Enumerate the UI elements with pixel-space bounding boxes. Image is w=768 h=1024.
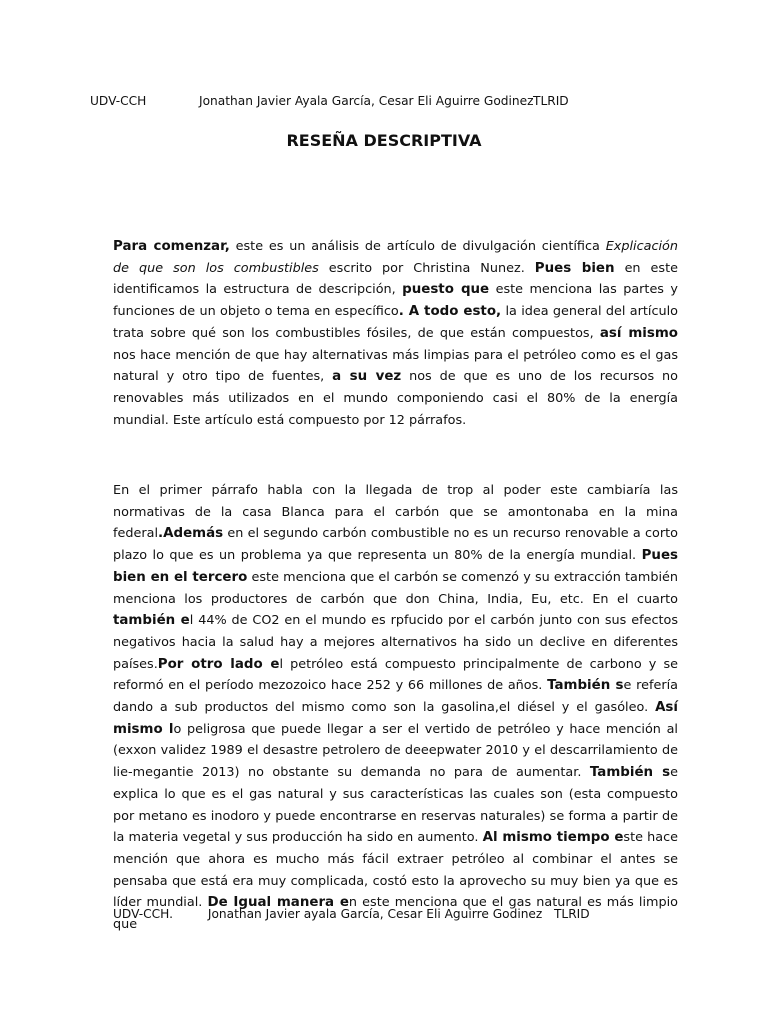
text-span: e refería dando a sub productos del mismo como son la gasolina,el diésel y el gasóleo. xyxy=(113,678,678,716)
text-bold: a su vez xyxy=(332,369,402,385)
text-bold: también e xyxy=(113,613,190,629)
text-span: e explica lo que es el gas natural y sus características las cuales son (esta compuesto por metano es inodoro y puede encontrarse en reservas naturales) se forma a partir de la materia vegetal y sus producción ha sido en aumento. xyxy=(113,765,678,846)
paragraph-summary xyxy=(113,480,678,936)
page-header xyxy=(90,94,569,108)
footer-authors: Jonathan Javier ayala García, Cesar Eli Aguirre Godinez xyxy=(207,907,543,921)
text-span: escrito por Christina Nunez. xyxy=(318,260,535,276)
text-bold: Por otro lado e xyxy=(157,656,280,672)
text-bold: Pues bien xyxy=(534,260,615,276)
text-span: l petróleo está compuesto principalmente de carbono y se reformó en el período mezozoico hace 252 y 66 millones de años. xyxy=(113,656,679,694)
text-bold: . A todo esto, xyxy=(398,304,502,320)
article-title: Explicación de que son los combustibles xyxy=(113,239,678,276)
text-bold: así mismo xyxy=(599,325,678,341)
text-span: nos de que es uno de los recursos no renovables más utilizados en el mundo componiendo casi el 80% de la energía mundial. Este artículo está compuesto por 12 párrafos. xyxy=(113,369,678,428)
header-school: UDV-CCH xyxy=(90,94,147,108)
text-span: en este identificamos la estructura de descripción, xyxy=(113,260,678,298)
text-span: este es un análisis de artículo de divulgación científica xyxy=(229,239,606,254)
text-span: este menciona las partes y funciones de un objeto o tema en específico xyxy=(113,282,678,320)
text-bold: Al mismo tiempo e xyxy=(482,830,624,846)
text-span: este menciona que el carbón se comenzó y su extracción también menciona los productores de carbón que don China, India, Eu, etc. En el cuarto xyxy=(113,569,678,607)
page-title: RESEÑA DESCRIPTIVA xyxy=(286,131,482,150)
text-bold: puesto que xyxy=(402,282,490,298)
header-course: TLRID xyxy=(533,94,569,108)
text-bold: También s xyxy=(589,765,671,781)
text-span: nos hace mención de que hay alternativas más limpias para el petróleo como es el gas natural y otro tipo de fuentes, xyxy=(113,347,678,385)
text-bold: Para comenzar, xyxy=(113,239,230,254)
text-span: n este menciona que el gas natural es más limpio que xyxy=(113,895,678,933)
text-bold: De Igual manera e xyxy=(207,895,349,911)
text-span: la idea general del artículo trata sobre qué son los combustibles fósiles, de que están compuestos, xyxy=(113,304,679,341)
text-span: En el primer párrafo habla con la llegada de trop al poder este cambiaría las normativas de la casa Blanca para el carbón que se amontonaba en la mina federal xyxy=(113,483,678,542)
text-span: ste hace mención que ahora es mucho más fácil extraer petróleo al combinar el antes se pensaba que está era muy complicada, costó esto la aprovecho su muy bien ya que es líder mundial. xyxy=(113,830,678,911)
footer-course: TLRID xyxy=(553,907,590,921)
paragraph-intro xyxy=(113,236,678,431)
text-bold: .Además xyxy=(158,526,224,542)
text-bold: Pues bien en el tercero xyxy=(113,548,678,585)
text-span: l 44% de CO2 en el mundo es rpfucido por el carbón junto con sus efectos negativos hacia la salud hay a mejores alternativos ha sido un declive en diferentes países. xyxy=(113,613,678,672)
text-bold: También s xyxy=(547,678,624,694)
footer-school: UDV-CCH. xyxy=(113,907,173,921)
text-span: en el segundo carbón combustible no es un recurso renovable a corto plazo lo que es un problema ya que representa un 80% de la energía mundial. xyxy=(113,526,678,564)
page-footer xyxy=(113,907,590,921)
text-span: o peligrosa que puede llegar a ser el vertido de petróleo y hace mención al (exxon validez 1989 el desastre petrolero de deeepwater 2010 y el descarrilamiento de lie-megantie 2013) no obstante su demanda no para de aumentar. xyxy=(113,721,678,781)
text-bold: Así mismo l xyxy=(113,700,678,737)
header-authors: Jonathan Javier Ayala García, Cesar Eli Aguirre Godinez xyxy=(199,94,534,108)
